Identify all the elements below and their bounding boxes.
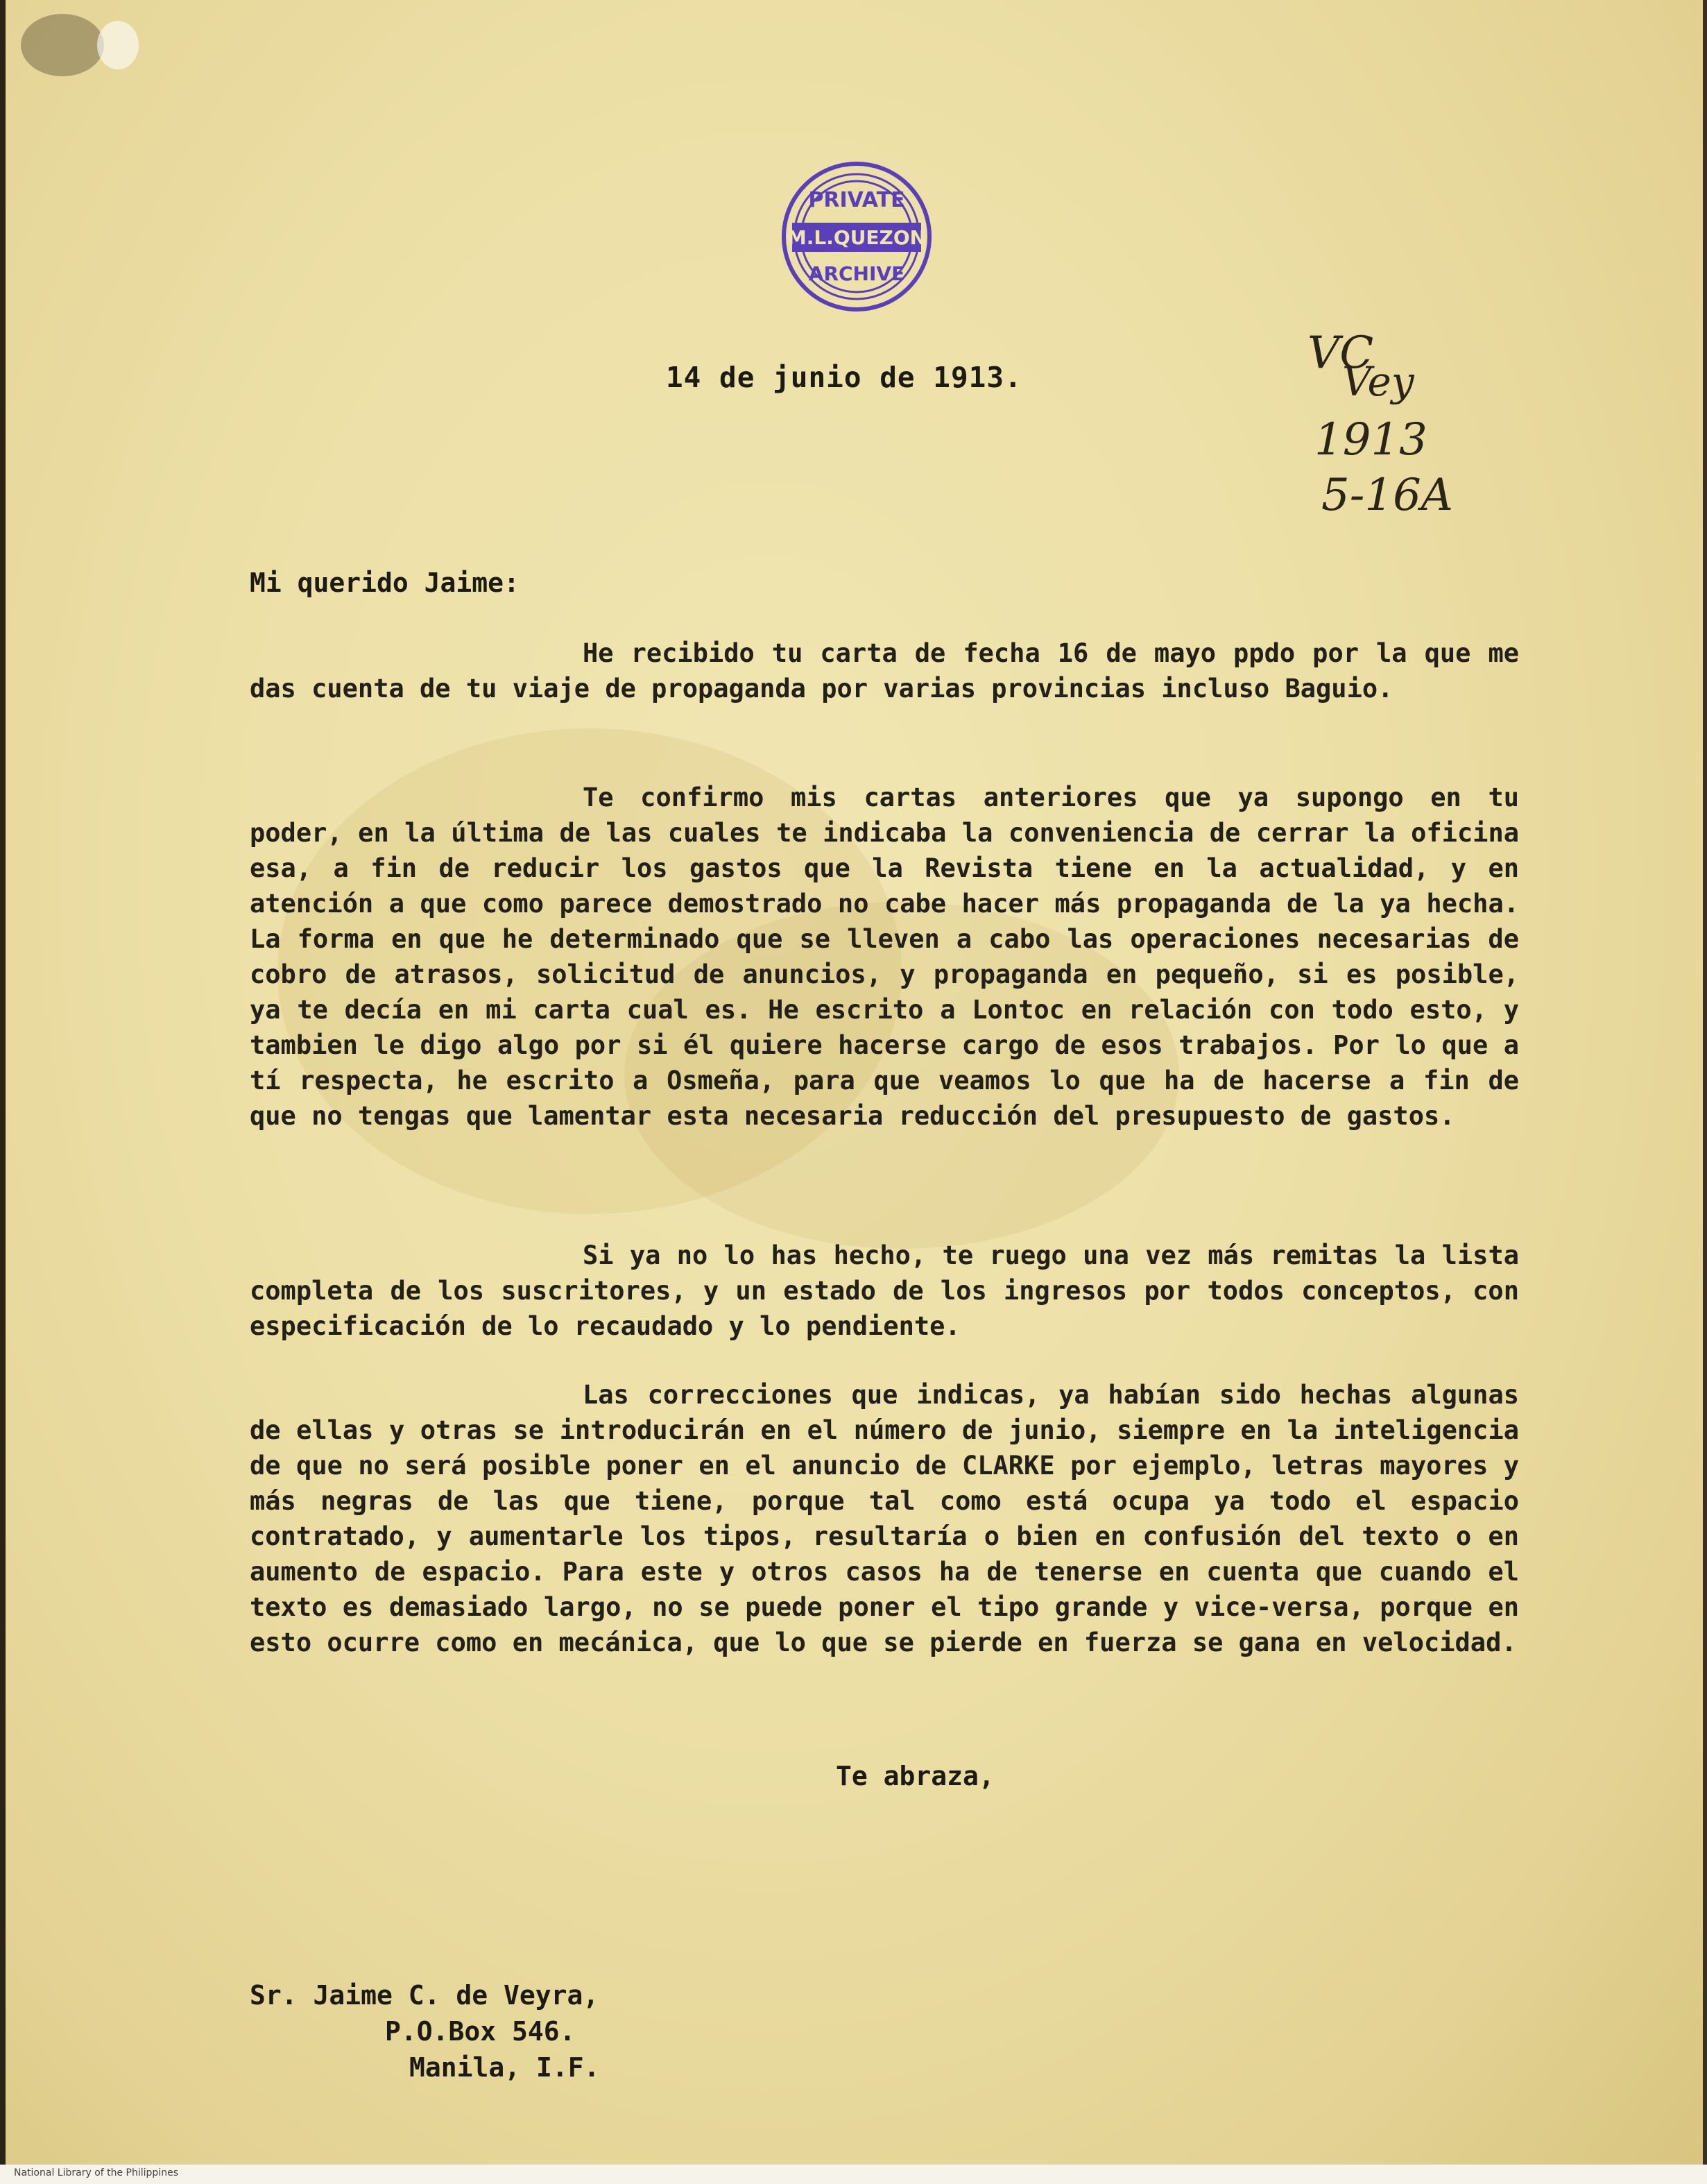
paper-damage [97,21,139,69]
paragraph-2: Te confirmo mis cartas anteriores que ya supongo en tu poder, en la última de las cuales te indicaba la conveniencia de cerrar la oficina esa, a fin de reducir los gastos que la Revista tiene en la actualidad, y en atención a que como parece demostrado no cabe hacer más propaganda de la ya hecha. La forma en que he determinado que se lleven a cabo las operaciones necesarias de cobro de atrasos, solicitud de anuncios, y propaganda en pequeño, si es posible, ya te decía en mi carta cual es. He escrito a Lontoc en relación con todo esto, y tambien le digo algo por si él quiere hacerse cargo de esos trabajos. Por lo que a tí respecta, he escrito a Osmeña, para que veamos lo que ha de hacerse a fin de que no tengas que lamentar esta necesaria reducción del presupuesto de gastos. [250,783,1519,1131]
stamp-middle-text: M.L.QUEZON [787,226,927,249]
scan-edge-left [0,0,6,2184]
paragraph-1: He recibido tu carta de fecha 16 de mayo ppdo por la que me das cuenta de tu viaje de propaganda por varias provincias incluso Baguio. [250,638,1519,703]
handwritten-annotation [1301,326,1481,534]
address-line-3: Manila, I.F. [409,2052,600,2083]
stamp-bottom-text: ARCHIVE [808,262,905,285]
letter-date: 14 de junio de 1913. [666,361,1022,394]
paragraph-3: Si ya no lo has hecho, te ruego una vez más remitas la lista completa de los suscritores, y un estado de los ingresos por todos conceptos, con especificación de lo recaudado y lo pendiente. [250,1240,1519,1341]
address-line-1: Sr. Jaime C. de Veyra, [250,1980,599,2011]
paragraph-4: Las correcciones que indicas, ya habían sido hechas algunas de ellas y otras se introducirán en el número de junio, siempre en la inteligencia de que no será posible poner en el anuncio de CLARKE por ejemplo, letras mayores y más negras de las que tiene, porque tal como está ocupa ya todo el espacio contratado, y aumentarle los tipos, resultaría o bien en confusión del texto o en aumento de espacio. Para este y otros casos ha de tenerse en cuenta que cuando el texto es demasiado largo, no se puede poner el tipo grande y vice-versa, porque en esto ocurre como en mecánica, que lo que se pierde en fuerza se gana en velocidad. [250,1380,1519,1657]
scan-footer-note: National Library of the Philippines [14,2167,178,2178]
ink-stain [21,14,104,76]
annotation-line-1: VC [1307,327,1374,379]
address-line-2: P.O.Box 546. [385,2016,576,2047]
letter-salutation: Mi querido Jaime: [250,568,520,598]
stamp-top-text: PRIVATE [808,188,905,212]
scan-footer-strip [0,2165,1707,2184]
annotation-line-2: Vey [1342,358,1414,405]
annotation-line-3: 1913 [1314,414,1427,466]
archive-stamp [777,157,936,316]
letter-closing: Te abraza, [836,1761,995,1791]
annotation-line-4: 5-16A [1321,470,1453,521]
scan-edge-right [1703,0,1707,2184]
